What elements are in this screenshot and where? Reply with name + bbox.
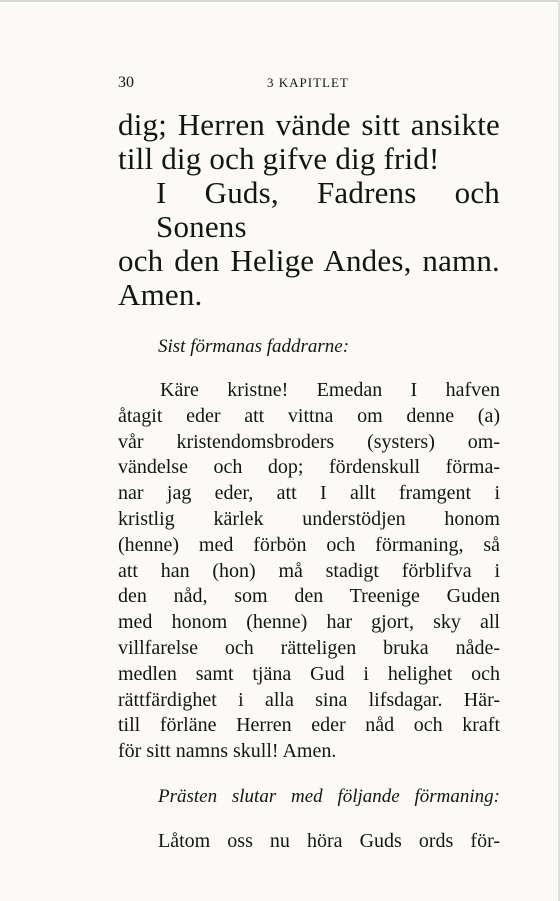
admonition-line: åtagit eder att vittna om denne (a) [118,404,500,427]
admonition-line: kristlig kärlek understödjen honom [118,507,500,530]
admonition-text [118,378,500,765]
admonition-line: Käre kristne! Emedan I hafven [160,379,500,401]
blessing-line: I Guds, Fadrens och Sonens [156,175,500,244]
blessing-text [118,108,500,312]
admonition-line: villfarelse och rätteligen bruka nåde- [118,636,500,659]
admonition-line: den nåd, som den Treenige Guden [118,585,500,608]
admonition-line: att han (hon) må stadigt förblifva i [118,559,500,582]
running-head [118,66,500,94]
admonition-line: vår kristendomsbroders (systers) om- [118,430,500,453]
page-number: 30 [118,74,134,91]
rubric-priest: Prästen slutar med följande förmaning: [158,785,500,807]
admonition-line: till förläne Herren eder nåd och kraft [118,714,500,737]
blessing-line: Amen. [118,277,203,312]
blessing-line: till dig och gifve dig frid! [118,141,440,176]
admonition-line: vändelse och dop; fördenskull förma- [118,456,500,479]
admonition-line: medlen samt tjäna Gud i helighet och [118,662,500,685]
admonition-line: nar jag eder, att I allt framgent i [118,482,500,505]
admonition-line: med honom (henne) har gjort, sky all [118,611,500,634]
admonition-line: (henne) med förbön och förmaning, så [118,533,500,556]
closing-line: Låtom oss nu höra Guds ords för- [158,829,500,852]
book-page [118,66,500,854]
blessing-line: dig; Herren vände sitt ansikte [118,107,500,142]
blessing-line: och den Helige Andes, namn. [118,243,500,278]
rubric-sponsors: Sist förmanas faddrarne: [158,336,350,357]
page-top-edge [0,0,560,2]
admonition-line: rättfärdighet i alla sina lifsdagar. Här- [118,688,500,711]
admonition-line: för sitt namns skull! Amen. [118,740,337,763]
chapter-heading: 3 KAPITLET [267,75,349,90]
